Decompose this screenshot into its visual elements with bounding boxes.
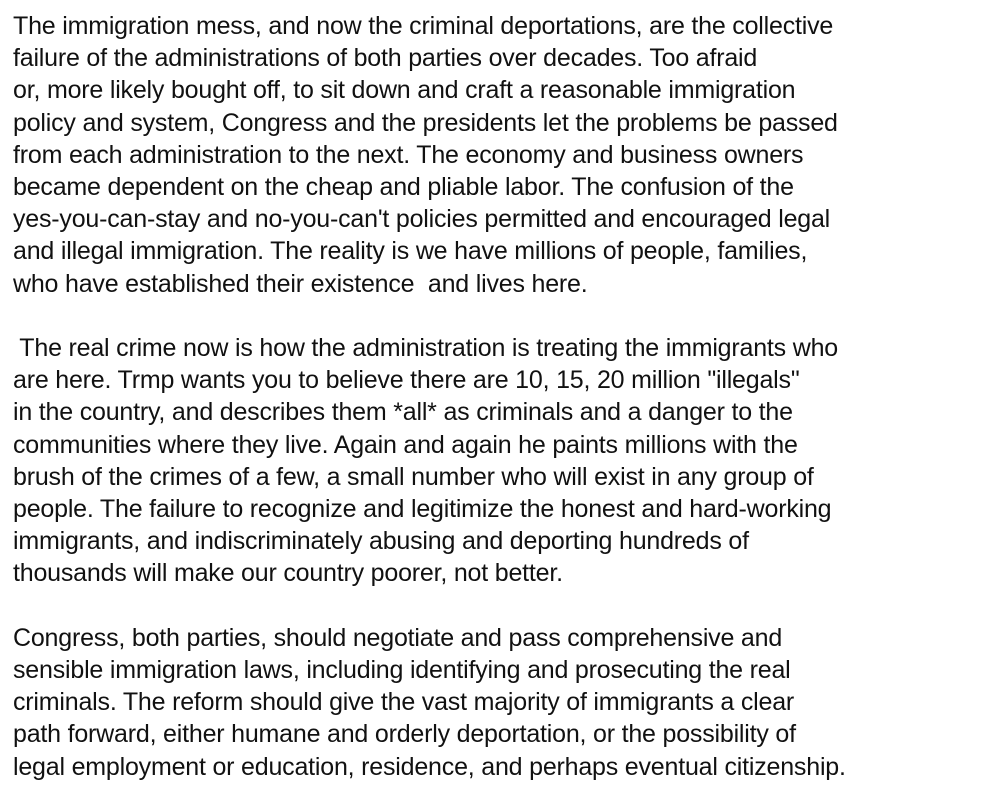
paragraph-2 bbox=[13, 332, 995, 590]
text-line: who have established their existence and lives here. bbox=[13, 269, 588, 298]
paragraph-3 bbox=[13, 622, 995, 783]
text-line: or, more likely bought off, to sit down and craft a reasonable immigration bbox=[13, 76, 796, 105]
text-line: are here. Trmp wants you to believe there are 10, 15, 20 million "illegals" bbox=[13, 366, 800, 395]
text-line: criminals. The reform should give the vast majority of immigrants a clear bbox=[13, 688, 795, 717]
document-body bbox=[13, 10, 995, 783]
text-line: thousands will make our country poorer, not better. bbox=[13, 559, 563, 588]
text-line: from each administration to the next. The economy and business owners bbox=[13, 140, 804, 169]
text-line: The real crime now is how the administration is treating the immigrants who bbox=[13, 334, 838, 363]
text-line: The immigration mess, and now the criminal deportations, are the collective bbox=[13, 12, 834, 40]
text-line: brush of the crimes of a few, a small number who will exist in any group of bbox=[13, 462, 814, 491]
text-line: Congress, both parties, should negotiate and pass comprehensive and bbox=[13, 623, 783, 652]
text-line: legal employment or education, residence, and perhaps eventual citizenship. bbox=[13, 752, 846, 781]
text-line: sensible immigration laws, including identifying and prosecuting the real bbox=[13, 656, 791, 685]
text-line: yes-you-can-stay and no-you-can't policies permitted and encouraged legal bbox=[13, 205, 831, 234]
text-line: policy and system, Congress and the presidents let the problems be passed bbox=[13, 108, 838, 137]
paragraph-1 bbox=[13, 10, 995, 300]
text-line: people. The failure to recognize and legitimize the honest and hard-working bbox=[13, 495, 832, 524]
text-line: communities where they live. Again and again he paints millions with the bbox=[13, 430, 798, 459]
text-line: and illegal immigration. The reality is we have millions of people, families, bbox=[13, 237, 808, 266]
text-line: failure of the administrations of both parties over decades. Too afraid bbox=[13, 44, 758, 73]
text-line: in the country, and describes them *all* as criminals and a danger to the bbox=[13, 398, 793, 427]
text-line: became dependent on the cheap and pliable labor. The confusion of the bbox=[13, 173, 794, 202]
text-line: immigrants, and indiscriminately abusing and deporting hundreds of bbox=[13, 527, 749, 556]
text-line: path forward, either humane and orderly deportation, or the possibility of bbox=[13, 720, 796, 749]
